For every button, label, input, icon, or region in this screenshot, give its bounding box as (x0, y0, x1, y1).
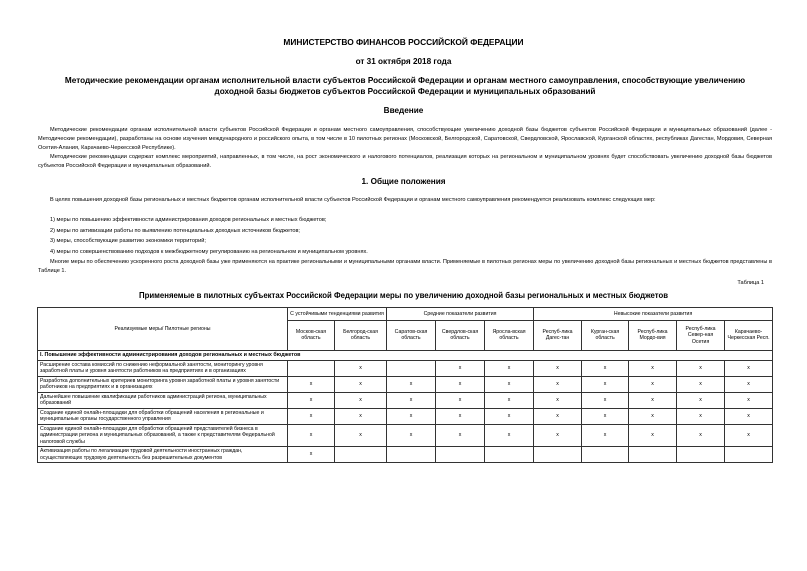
mark-cell: x (288, 392, 335, 408)
mark-cell: x (534, 424, 582, 447)
region-header: Москов-ская область (288, 320, 335, 350)
measure-label: Разработка дополнительных критериев мониторинга уровня заработной платы и уровня занятости работников на предприятиях и в организациях (38, 376, 288, 392)
measure-label: Расширение состава комиссий по снижению неформальной занятости, мониторингу уровня заработной платы и уровня занятости работников на предприятиях и в организациях (38, 360, 288, 376)
mark-cell (582, 447, 629, 463)
mark-cell (387, 360, 436, 376)
table-section-row: I. Повышение эффективности администрирования доходов региональных и местных бюджетов (38, 351, 773, 361)
mark-cell (387, 447, 436, 463)
mark-cell: x (436, 392, 485, 408)
mark-cell (534, 447, 582, 463)
section-1-paragraph-1: В целях повышения доходной базы региональных и местных бюджетов органам исполнительной власти субъектов Российской Федерации и органам местного самоуправления рекомендуется реализовать комплекс следующих мер: (50, 197, 656, 203)
mark-cell (485, 447, 534, 463)
mark-cell: x (387, 376, 436, 392)
mark-cell: x (436, 376, 485, 392)
mark-cell: x (288, 376, 335, 392)
mark-cell: x (288, 447, 335, 463)
measure-label: Активизация работы по легализации трудовой деятельности иностранных граждан, осуществляющих трудовую деятельность без разрешительных документов (38, 447, 288, 463)
mark-cell: x (436, 424, 485, 447)
intro-paragraph-2: Методические рекомендации содержат комплекс мероприятий, направленных, в том числе, на рост экономического и налогового потенциалов, реализация которых на региональном и муниципальном уровнях будет способствовать увеличению доходной базы бюджетов субъектов Российской Федерации и муниципальных образований. (38, 154, 772, 169)
mark-cell (288, 360, 335, 376)
mark-cell: x (436, 360, 485, 376)
mark-cell (677, 447, 725, 463)
table-row (38, 376, 773, 392)
region-header: Респуб-лика Дагес-тан (534, 320, 582, 350)
mark-cell: x (629, 408, 677, 424)
measure-item: 3) меры, способствующие развитию экономики территорий; (50, 238, 206, 245)
mark-cell: x (582, 424, 629, 447)
region-header: Саратов-ская область (387, 320, 436, 350)
table-corner-header: Реализуемые меры/ Пилотные регионы (38, 308, 288, 351)
mark-cell: x (335, 424, 387, 447)
intro-paragraph-1: Методические рекомендации органам исполнительной власти субъектов Российской Федерации и органам местного самоуправления, способствующие увеличению доходной базы бюджетов субъектов Российской Федерации и муниципальных образований (далее - Методические рекомендации), разработаны на основе изучения международного и российского опыта, в том числе в 10 пилотных регионах (Московской, Белгородской, Саратовской, Свердловской, Ярославской, Курганской областях, республиках Дагестан, Мордовия, Северная Осетия-Алания, Карачаево-Черкесской Республике). (38, 127, 772, 151)
document-title: Методические рекомендации органам исполнительной власти субъектов Российской Федерации и органам местного самоуправления, способствующие увеличению доходной базы бюджетов субъектов Российской Федерации и муниципальных образований (64, 76, 746, 96)
mark-cell: x (335, 360, 387, 376)
table-row (38, 424, 773, 447)
measures-list (50, 215, 770, 257)
mark-cell: x (582, 408, 629, 424)
mark-cell: x (677, 408, 725, 424)
mark-cell: x (725, 376, 773, 392)
mark-cell: x (534, 408, 582, 424)
table-row (38, 392, 773, 408)
region-header: Респуб-лика Мордо-вия (629, 320, 677, 350)
mark-cell: x (534, 376, 582, 392)
mark-cell: x (582, 360, 629, 376)
mark-cell: x (629, 424, 677, 447)
group-header-average: Средние показатели развития (387, 308, 534, 321)
table-number: Таблица 1 (737, 280, 764, 286)
table-row (38, 447, 773, 463)
mark-cell: x (582, 376, 629, 392)
mark-cell: x (725, 424, 773, 447)
mark-cell: x (485, 376, 534, 392)
mark-cell: x (436, 408, 485, 424)
mark-cell: x (725, 360, 773, 376)
mark-cell (436, 447, 485, 463)
ministry-heading: МИНИСТЕРСТВО ФИНАНСОВ РОССИЙСКОЙ ФЕДЕРАЦИИ (283, 37, 524, 47)
mark-cell: x (335, 376, 387, 392)
mark-cell: x (387, 392, 436, 408)
mark-cell: x (387, 424, 436, 447)
mark-cell: x (534, 392, 582, 408)
mark-cell: x (335, 408, 387, 424)
mark-cell: x (335, 392, 387, 408)
mark-cell: x (629, 360, 677, 376)
region-header: Яросла-вская область (485, 320, 534, 350)
region-header: Курган-ская область (582, 320, 629, 350)
mark-cell (335, 447, 387, 463)
mark-cell: x (725, 408, 773, 424)
mark-cell: x (582, 392, 629, 408)
document-date: от 31 октября 2018 года (355, 57, 452, 66)
introduction-heading: Введение (383, 106, 424, 115)
region-header: Карачаево-Черкесская Респ. (725, 320, 773, 350)
region-header: Респуб-лика Север-ная Осетия (677, 320, 725, 350)
mark-cell: x (629, 376, 677, 392)
mark-cell: x (534, 360, 582, 376)
measure-item: 1) меры по повышению эффективности администрирования доходов региональных и местных бюджетов; (50, 217, 327, 223)
mark-cell: x (677, 392, 725, 408)
measure-label: Создание единой онлайн-площадки для обработки обращений населения в региональные и муниципальные органы государственного управления (38, 408, 288, 424)
measures-table (37, 307, 773, 463)
mark-cell: x (288, 408, 335, 424)
region-header: Белгород-ская область (335, 320, 387, 350)
mark-cell (725, 447, 773, 463)
measure-label: Создание единой онлайн-площадки для обработки обращений представителей бизнеса в администрации региона и муниципальных образований, а также к представителям Федеральной налоговой службы (38, 424, 288, 447)
mark-cell: x (485, 392, 534, 408)
mark-cell: x (677, 424, 725, 447)
mark-cell: x (677, 360, 725, 376)
mark-cell: x (629, 392, 677, 408)
group-header-sustainable: С устойчивыми тенденциями развития (288, 308, 387, 321)
table-row (38, 408, 773, 424)
mark-cell: x (725, 392, 773, 408)
region-header: Свердлов-ская область (436, 320, 485, 350)
mark-cell: x (288, 424, 335, 447)
mark-cell (629, 447, 677, 463)
measure-item: 4) меры по совершенствованию подходов к межбюджетному регулированию на региональном и муниципальном уровнях. (50, 248, 368, 255)
section-1-paragraph-2: Многие меры по обеспечению ускоренного роста доходной базы уже применяются на практике региональными и муниципальными органами власти. Применяемые в пилотных регионах меры по увеличению доходной базы региональных и местных бюджетов представлены в Таблице 1. (38, 259, 772, 274)
measure-label: Дальнейшее повышение квалификации работников администраций региона, муниципальных образований (38, 392, 288, 408)
group-header-low: Невысокие показатели развития (534, 308, 773, 321)
table-row (38, 360, 773, 376)
mark-cell: x (485, 424, 534, 447)
mark-cell: x (485, 360, 534, 376)
table-title: Применяемые в пилотных субъектах Российской Федерации меры по увеличению доходной базы региональных и местных бюджетов (139, 291, 668, 300)
mark-cell: x (485, 408, 534, 424)
mark-cell: x (677, 376, 725, 392)
measure-item: 2) меры по активизации работы по выявлению потенциальных доходных источников бюджетов; (50, 227, 300, 234)
section-1-heading: 1. Общие положения (361, 177, 446, 186)
mark-cell: x (387, 408, 436, 424)
